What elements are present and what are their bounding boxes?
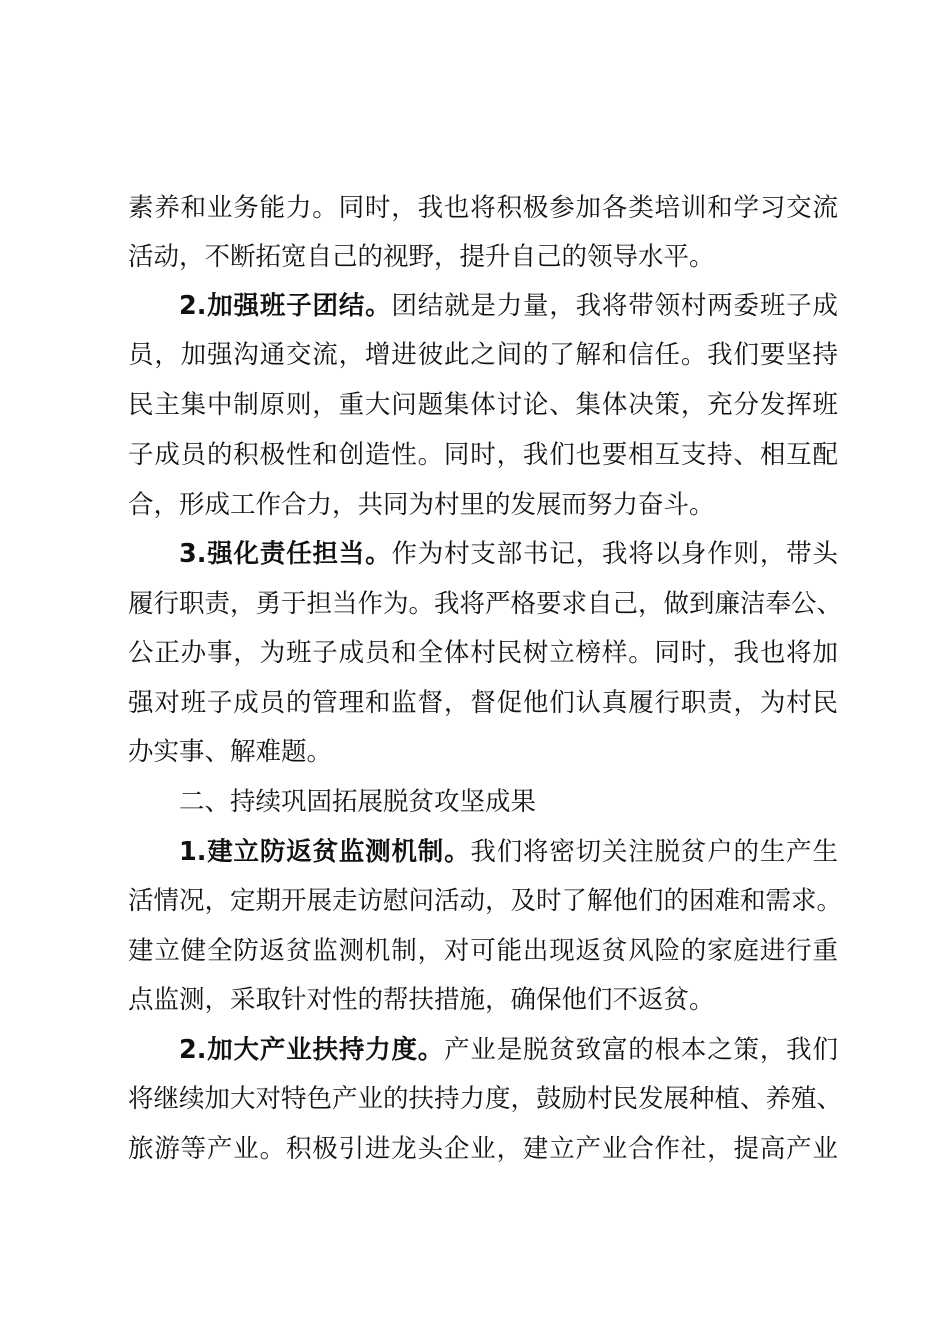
paragraph-heading-line	[179, 529, 838, 579]
text-line	[128, 727, 838, 777]
section-heading-text: 二、持续巩固拓展脱贫攻坚成果	[179, 787, 537, 817]
section-heading	[179, 777, 838, 827]
line-text: 民主集中制原则，重大问题集体讨论、集体决策，充分发挥班	[128, 390, 838, 420]
line-text: 素养和业务能力。同时，我也将积极参加各类培训和学习交流	[128, 193, 838, 223]
line-text: 我们将密切关注脱贫户的生产生	[470, 837, 838, 867]
paragraph-heading: 2.加强班子团结。	[179, 291, 392, 321]
line-text: 办实事、解难题。	[128, 737, 333, 767]
text-line	[128, 430, 838, 480]
line-text: 旅游等产业。积极引进龙头企业，建立产业合作社，提高产业	[128, 1134, 838, 1164]
line-text: 子成员的积极性和创造性。同时，我们也要相互支持、相互配	[128, 440, 838, 470]
paragraph-heading-line	[179, 1025, 838, 1075]
line-text: 建立健全防返贫监测机制，对可能出现返贫风险的家庭进行重	[128, 936, 838, 966]
line-text: 产业是脱贫致富的根本之策，我们	[444, 1035, 838, 1065]
line-text: 活动，不断拓宽自己的视野，提升自己的领导水平。	[128, 242, 715, 272]
line-text: 团结就是力量，我将带领村两委班子成	[391, 291, 838, 321]
line-text: 公正办事，为班子成员和全体村民树立榜样。同时，我也将加	[128, 638, 838, 668]
line-text: 点监测，采取针对性的帮扶措施，确保他们不返贫。	[128, 985, 715, 1015]
paragraph-heading: 1.建立防返贫监测机制。	[179, 837, 471, 867]
line-text: 强对班子成员的管理和监督，督促他们认真履行职责，为村民	[128, 688, 838, 718]
text-line	[128, 678, 838, 728]
line-text: 履行职责，勇于担当作为。我将严格要求自己，做到廉洁奉公、	[128, 589, 843, 619]
text-line	[128, 926, 838, 976]
text-line	[128, 480, 838, 530]
line-text: 作为村支部书记，我将以身作则，带头	[391, 539, 838, 569]
text-line	[128, 876, 843, 926]
text-line	[128, 1124, 838, 1174]
paragraph-heading: 3.强化责任担当。	[179, 539, 392, 569]
text-line	[128, 1074, 843, 1124]
line-text: 将继续加大对特色产业的扶持力度，鼓励村民发展种植、养殖、	[128, 1084, 843, 1114]
paragraph-heading-line	[179, 281, 838, 331]
paragraph-heading: 2.加大产业扶持力度。	[179, 1035, 445, 1065]
line-text: 员，加强沟通交流，增进彼此之间的了解和信任。我们要坚持	[128, 340, 838, 370]
text-line	[128, 975, 838, 1025]
paragraph-heading-line	[179, 827, 838, 877]
text-line	[128, 628, 838, 678]
line-text: 活情况，定期开展走访慰问活动，及时了解他们的困难和需求。	[128, 886, 843, 916]
text-line	[128, 232, 838, 282]
text-line	[128, 579, 843, 629]
line-text: 合，形成工作合力，共同为村里的发展而努力奋斗。	[128, 490, 715, 520]
text-line	[128, 183, 838, 233]
text-line	[128, 380, 838, 430]
text-line	[128, 330, 838, 380]
